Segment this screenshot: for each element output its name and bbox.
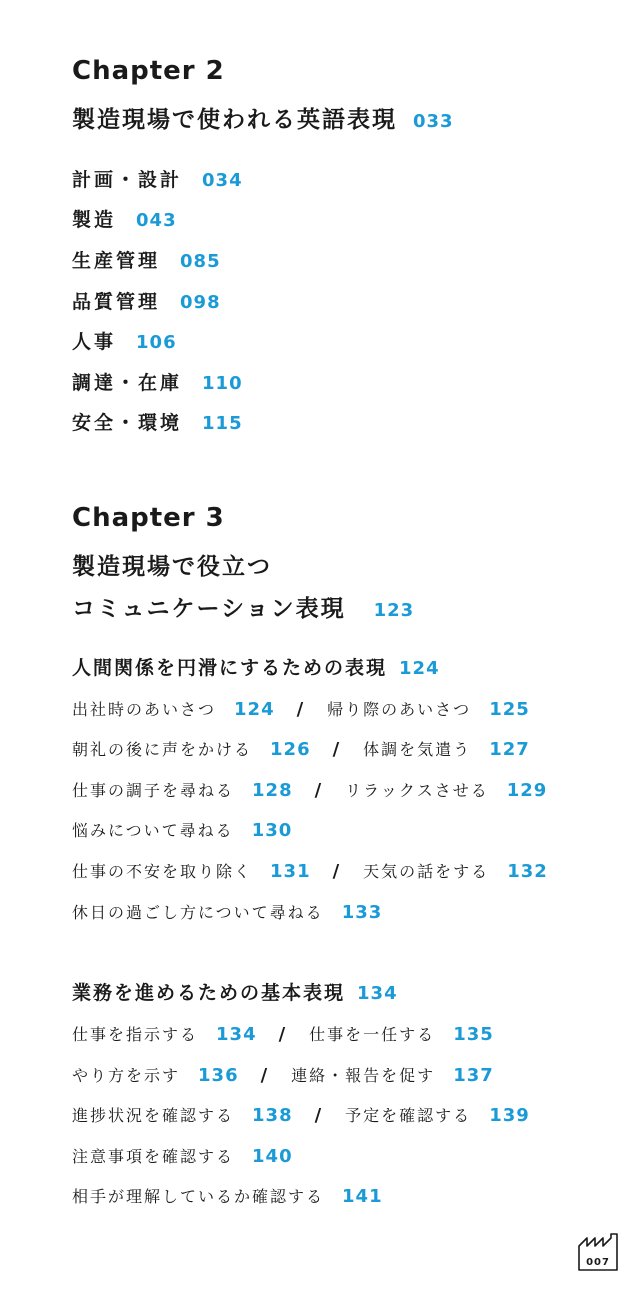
- toc-entry-page[interactable]: 130: [251, 820, 293, 841]
- toc-line: [72, 1022, 494, 1045]
- toc-item-page[interactable]: 043: [136, 210, 177, 231]
- toc-item-label: 品質管理: [72, 291, 161, 313]
- separator: /: [314, 780, 324, 801]
- separator: /: [314, 1105, 324, 1126]
- chapter2-title-page[interactable]: 033: [413, 111, 454, 132]
- section-title-text: 業務を進めるための基本表現: [72, 982, 346, 1004]
- toc-line: [72, 1184, 383, 1207]
- chapter3-title-line1: 製造現場で役立つ: [72, 554, 272, 580]
- toc-line: [72, 1063, 494, 1086]
- toc-entry-label: 体調を気遣う: [363, 740, 472, 759]
- section-title-page[interactable]: 124: [399, 658, 440, 679]
- toc-entry-page[interactable]: 137: [453, 1065, 494, 1086]
- toc-item-page[interactable]: 034: [202, 170, 243, 191]
- toc-line: [72, 859, 548, 882]
- toc-entry-page[interactable]: 141: [342, 1186, 383, 1207]
- chapter3-title-text: コミュニケーション表現: [72, 596, 346, 622]
- separator: /: [332, 739, 342, 760]
- toc-entry-label: 天気の話をする: [363, 862, 490, 881]
- toc-item-page[interactable]: 098: [180, 292, 221, 313]
- toc-item[interactable]: [72, 165, 243, 192]
- section-title-text: 人間関係を円滑にするための表現: [72, 657, 388, 679]
- separator: /: [278, 1024, 288, 1045]
- factory-icon: [577, 1232, 619, 1272]
- toc-entry-page[interactable]: 135: [453, 1024, 494, 1045]
- toc-entry-page[interactable]: 138: [252, 1105, 293, 1126]
- chapter3-title-page[interactable]: 123: [373, 600, 415, 621]
- toc-entry-label: 相手が理解しているか確認する: [72, 1187, 325, 1206]
- toc-item-label: 安全・環境: [72, 412, 183, 434]
- toc-item-label: 人事: [72, 331, 117, 353]
- toc-item-page[interactable]: 106: [136, 332, 177, 353]
- toc-entry-label: 進捗状況を確認する: [72, 1106, 235, 1125]
- toc-entry-page[interactable]: 128: [252, 780, 293, 801]
- toc-entry-page[interactable]: 133: [341, 902, 383, 923]
- toc-item-page[interactable]: 115: [202, 413, 243, 434]
- toc-entry-label: 休日の過ごし方について尋ねる: [72, 903, 324, 922]
- toc-line: [72, 737, 530, 760]
- chapter2-title-text: 製造現場で使われる英語表現: [72, 107, 397, 133]
- chapter3-label: Chapter 3: [72, 503, 225, 533]
- separator: /: [332, 861, 342, 882]
- toc-entry-page[interactable]: 134: [216, 1024, 257, 1045]
- toc-entry-page[interactable]: 127: [489, 739, 530, 760]
- toc-entry-label: 帰り際のあいさつ: [327, 700, 472, 719]
- toc-item[interactable]: [72, 246, 221, 273]
- page-number: 007: [586, 1257, 610, 1268]
- toc-item-label: 計画・設計: [72, 169, 183, 191]
- toc-item-label: 生産管理: [72, 250, 161, 272]
- toc-line: [72, 818, 292, 841]
- toc-entry-label: 仕事の調子を尋ねる: [72, 781, 235, 800]
- toc-item[interactable]: [72, 327, 177, 354]
- separator: /: [260, 1065, 270, 1086]
- chapter3-title-line2: [72, 590, 414, 623]
- toc-entry-label: 朝礼の後に声をかける: [72, 740, 253, 759]
- toc-line: [72, 778, 547, 801]
- toc-line: [72, 1103, 530, 1126]
- toc-line: [72, 1144, 293, 1167]
- toc-item[interactable]: [72, 205, 177, 232]
- section-title: [72, 978, 398, 1005]
- chapter2-title: [72, 101, 454, 134]
- toc-item-label: 製造: [72, 209, 117, 231]
- toc-entry-label: 仕事を指示する: [72, 1025, 199, 1044]
- toc-entry-page[interactable]: 125: [489, 699, 530, 720]
- toc-item-page[interactable]: 110: [202, 373, 243, 394]
- separator: /: [296, 699, 306, 720]
- toc-entry-page[interactable]: 136: [198, 1065, 239, 1086]
- toc-entry-page[interactable]: 124: [234, 699, 275, 720]
- toc-entry-label: 仕事の不安を取り除く: [72, 862, 253, 881]
- toc-item[interactable]: [72, 368, 243, 395]
- toc-entry-label: 連絡・報告を促す: [291, 1066, 436, 1085]
- toc-entry-label: 仕事を一任する: [309, 1025, 436, 1044]
- toc-entry-page[interactable]: 132: [507, 861, 548, 882]
- toc-entry-label: 出社時のあいさつ: [72, 700, 217, 719]
- toc-entry-page[interactable]: 129: [506, 780, 548, 801]
- toc-item[interactable]: [72, 408, 243, 435]
- toc-entry-page[interactable]: 126: [270, 739, 311, 760]
- toc-item-page[interactable]: 085: [180, 251, 221, 272]
- toc-line: [72, 900, 382, 923]
- toc-entry-page[interactable]: 140: [252, 1146, 293, 1167]
- toc-item[interactable]: [72, 287, 221, 314]
- toc-entry-label: 予定を確認する: [345, 1106, 472, 1125]
- toc-entry-label: やり方を示す: [72, 1066, 181, 1085]
- section-title: [72, 653, 440, 680]
- toc-line: [72, 697, 530, 720]
- toc-entry-page[interactable]: 131: [270, 861, 311, 882]
- toc-item-label: 調達・在庫: [72, 372, 183, 394]
- toc-entry-page[interactable]: 139: [489, 1105, 530, 1126]
- toc-entry-label: 悩みについて尋ねる: [72, 821, 234, 840]
- toc-entry-label: 注意事項を確認する: [72, 1147, 235, 1166]
- section-title-page[interactable]: 134: [357, 983, 398, 1004]
- chapter2-label: Chapter 2: [72, 56, 225, 86]
- toc-entry-label: リラックスさせる: [345, 781, 489, 800]
